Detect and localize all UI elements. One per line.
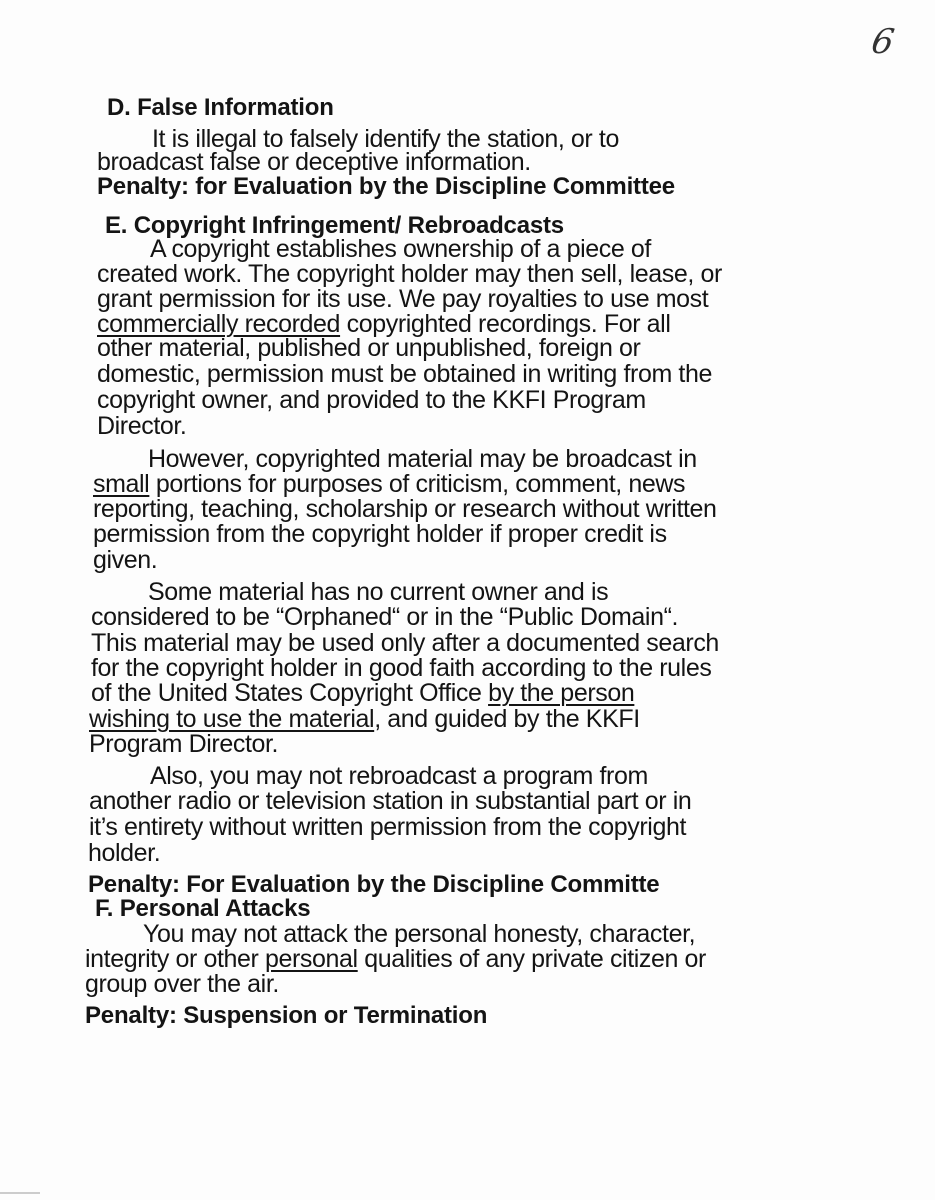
text-line <box>93 548 157 573</box>
text-segment: Penalty: Suspension or Termination <box>85 1002 488 1029</box>
text-segment: of the United States Copyright Office <box>91 679 489 707</box>
text-line <box>88 841 160 866</box>
text-segment: A copyright establishes ownership of a piece of <box>150 235 651 263</box>
scan-edge-mark <box>0 1192 40 1194</box>
text-segment: permission from the copyright holder if proper credit is <box>93 520 667 548</box>
text-line <box>85 972 279 997</box>
text-segment: integrity or other <box>85 945 265 973</box>
text-segment: Penalty: For Evaluation by the Discipline Committe <box>88 871 660 898</box>
underlined-text: personal <box>265 945 358 973</box>
heading-false-information <box>107 95 334 120</box>
text-line <box>91 656 711 681</box>
text-line <box>150 764 648 789</box>
underlined-text: wishing to use the material <box>89 705 375 733</box>
penalty-line <box>85 1003 487 1028</box>
text-line <box>91 681 634 706</box>
text-segment: Some material has no current owner and is <box>148 578 609 606</box>
text-line <box>148 447 697 472</box>
text-segment: , and guided by the KKFI <box>374 705 640 733</box>
text-segment: Program Director. <box>89 730 279 758</box>
text-segment: qualities of any private citizen or <box>357 945 706 973</box>
text-line <box>97 150 531 175</box>
underlined-text: commercially recorded <box>97 310 341 338</box>
text-line <box>97 262 722 287</box>
text-segment: Also, you may not rebroadcast a program from <box>150 762 648 790</box>
penalty-line <box>88 872 659 897</box>
text-segment: D. False Information <box>107 94 334 121</box>
text-line <box>89 789 691 814</box>
text-line <box>85 947 706 972</box>
text-segment: You may not attack the personal honesty, character, <box>143 920 696 948</box>
text-segment: Director. <box>97 412 187 440</box>
text-line <box>89 815 686 840</box>
text-line <box>93 497 717 522</box>
text-segment: E. Copyright Infringement/ Rebroadcasts <box>105 212 564 239</box>
text-segment: for the copyright holder in good faith according to the rules <box>91 654 712 682</box>
text-segment: copyrighted recordings. For all <box>340 310 671 338</box>
text-line <box>148 580 608 605</box>
text-segment: considered to be “Orphaned“ or in the “Public Domain“. <box>91 603 679 631</box>
text-segment: another radio or television station in substantial part or in <box>89 787 692 815</box>
text-segment: F. Personal Attacks <box>95 895 311 922</box>
text-segment: given. <box>93 546 158 574</box>
text-line <box>97 414 186 439</box>
text-line <box>93 472 685 497</box>
text-segment: it’s entirety without written permission from the copyright <box>89 813 687 841</box>
text-line <box>91 631 719 656</box>
text-line <box>97 287 708 312</box>
text-segment: other material, published or unpublished, foreign or <box>97 334 641 362</box>
text-segment: It is illegal to falsely identify the station, or to <box>152 125 619 153</box>
text-segment: grant permission for its use. We pay royalties to use most <box>97 285 709 313</box>
text-segment: reporting, teaching, scholarship or research without written <box>93 495 717 523</box>
text-line <box>91 605 678 630</box>
text-segment: domestic, permission must be obtained in writing from the <box>97 360 712 388</box>
text-segment: created work. The copyright holder may then sell, lease, or <box>97 260 722 288</box>
text-line <box>97 388 646 413</box>
text-segment: copyright owner, and provided to the KKFI Program <box>97 386 646 414</box>
text-segment: holder. <box>88 839 161 867</box>
text-line <box>150 237 651 262</box>
penalty-line <box>97 174 675 199</box>
text-line <box>97 362 712 387</box>
text-segment: broadcast false or deceptive information. <box>97 148 531 176</box>
text-line <box>89 707 640 732</box>
text-segment: group over the air. <box>85 970 279 998</box>
underlined-text: small <box>93 470 150 498</box>
text-line <box>89 732 278 757</box>
text-segment: Penalty: for Evaluation by the Discipline Committee <box>97 173 675 200</box>
text-line <box>143 922 695 947</box>
text-segment: However, copyrighted material may be broadcast in <box>148 445 697 473</box>
heading-personal-attacks <box>95 896 310 921</box>
text-line <box>93 522 667 547</box>
underlined-text: by the person <box>488 679 635 707</box>
text-line <box>97 336 640 361</box>
text-segment: This material may be used only after a documented search <box>91 629 719 657</box>
text-segment: portions for purposes of criticism, comment, news <box>149 470 686 498</box>
handwritten-page-number: 6 <box>868 22 898 62</box>
